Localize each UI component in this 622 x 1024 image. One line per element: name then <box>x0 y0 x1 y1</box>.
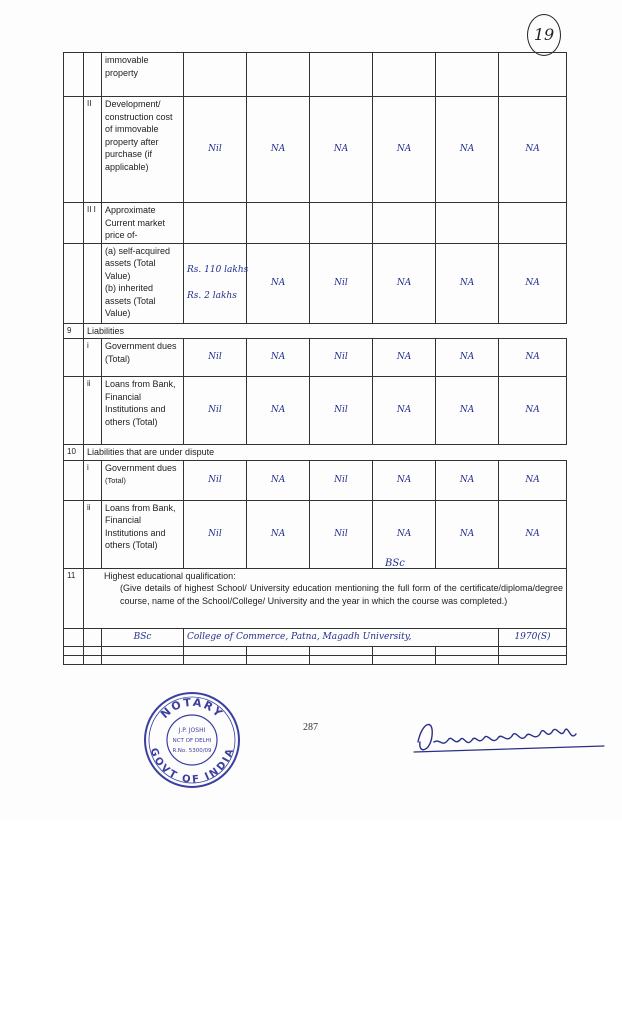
value-cell: NA <box>499 243 567 323</box>
row-label: Approximate Current market price of- <box>102 203 184 244</box>
row-number: i <box>84 460 102 500</box>
table-row <box>64 568 567 628</box>
value-cell: Nil <box>310 243 373 323</box>
value-cell: NA <box>436 97 499 203</box>
value-cell: NA <box>436 500 499 568</box>
handwritten-note: BSc <box>385 558 405 569</box>
value-cell: Nil <box>310 460 373 500</box>
value-cell: NA <box>247 339 310 377</box>
self-acquired-value: Rs. 110 lakhs <box>187 264 249 275</box>
row-label: Loans from Bank, Financial Institutions and others (Total) <box>102 500 184 568</box>
value-cell: NA <box>247 97 310 203</box>
value-cell: NA <box>499 460 567 500</box>
page-marker-circled: 19 <box>527 14 561 56</box>
section-heading-row <box>64 445 567 461</box>
row-label <box>102 460 184 500</box>
value-cell: NA <box>373 243 436 323</box>
row-number: II I <box>84 203 102 244</box>
row-label-small: (Total) <box>105 476 126 485</box>
education-title: Highest educational qualification: <box>104 570 236 581</box>
row-number: i <box>84 339 102 377</box>
row-label <box>102 243 184 323</box>
notary-stamp <box>142 690 242 790</box>
row-label: Loans from Bank, Financial Institutions and others (Total) <box>102 377 184 445</box>
education-answer-row <box>64 628 567 646</box>
row-number: 11 <box>64 568 84 628</box>
section-heading: Liabilities that are under dispute <box>84 445 567 461</box>
value-cell: NA <box>247 500 310 568</box>
row-number: ii <box>84 377 102 445</box>
value-cell: NA <box>373 460 436 500</box>
value-cell: Nil <box>184 339 247 377</box>
row-label: immovable property <box>102 53 184 97</box>
value-cell: Nil <box>184 97 247 203</box>
table-row <box>64 655 567 664</box>
value-cell: NA <box>247 377 310 445</box>
value-cell: NA <box>436 377 499 445</box>
education-cell <box>84 568 567 628</box>
stamp-area: NCT OF DELHI <box>172 738 212 744</box>
row-label: Development/ construction cost of immovable property after purchase (if applicable) <box>102 97 184 203</box>
table-row <box>64 243 567 323</box>
value-cell: NA <box>247 460 310 500</box>
value-cell: NA <box>499 339 567 377</box>
value-cell: NA <box>499 97 567 203</box>
table-row <box>64 97 567 203</box>
table-row <box>64 646 567 655</box>
stamp-bottom-text: GOVT OF INDIA <box>147 746 237 786</box>
table-row <box>64 339 567 377</box>
row-number: II <box>84 97 102 203</box>
table-row <box>64 460 567 500</box>
row-label-main: Government dues <box>105 462 177 473</box>
value-cell: NA <box>436 460 499 500</box>
value-cell: NA <box>373 339 436 377</box>
affidavit-assets-table <box>63 52 567 665</box>
education-instruction: (Give details of highest School/ University education mentioning the full form of the certificate/diploma/degree course, name of the School/College/ University and the year in which the course was completed.) <box>120 583 563 606</box>
row-number: 9 <box>64 323 84 339</box>
inherited-label: (b) inherited assets (Total Value) <box>105 283 156 318</box>
year-value: 1970(S) <box>499 628 567 646</box>
signature <box>412 712 608 762</box>
value-cell: Nil <box>310 377 373 445</box>
table-row <box>64 53 567 97</box>
value-cell: NA <box>247 243 310 323</box>
row-number: 10 <box>64 445 84 461</box>
stamp-name: J.P. JOSHI <box>178 727 206 734</box>
value-cell: NA <box>373 500 436 568</box>
value-cell: NA <box>499 500 567 568</box>
value-cell: NA <box>373 97 436 203</box>
row-number: ii <box>84 500 102 568</box>
stamp-top-text: NOTARY <box>158 695 226 721</box>
stamp-reg: R.No. 5300/09 <box>172 748 212 754</box>
institution-value: College of Commerce, Patna, Magadh University, <box>184 628 499 646</box>
table-row <box>64 500 567 568</box>
blank-area <box>0 820 622 1024</box>
table-row <box>64 203 567 244</box>
value-cell: Nil <box>184 500 247 568</box>
value-cell: NA <box>310 97 373 203</box>
section-heading-row <box>64 323 567 339</box>
value-cell: NA <box>373 377 436 445</box>
value-cell: Nil <box>184 377 247 445</box>
section-heading: Liabilities <box>84 323 567 339</box>
page-number: 287 <box>303 722 318 733</box>
value-cell: Nil <box>310 500 373 568</box>
table-row <box>64 377 567 445</box>
value-cell: NA <box>499 377 567 445</box>
inherited-value: Rs. 2 lakhs <box>187 291 237 301</box>
value-cell: NA <box>436 339 499 377</box>
value-cell: Nil <box>184 460 247 500</box>
value-cell: Nil <box>310 339 373 377</box>
self-acquired-label: (a) self-acquired assets (Total Value) <box>105 245 171 281</box>
row-label: Government dues (Total) <box>102 339 184 377</box>
degree-value: BSc <box>102 628 184 646</box>
asset-value-cell <box>184 243 247 323</box>
value-cell: NA <box>436 243 499 323</box>
